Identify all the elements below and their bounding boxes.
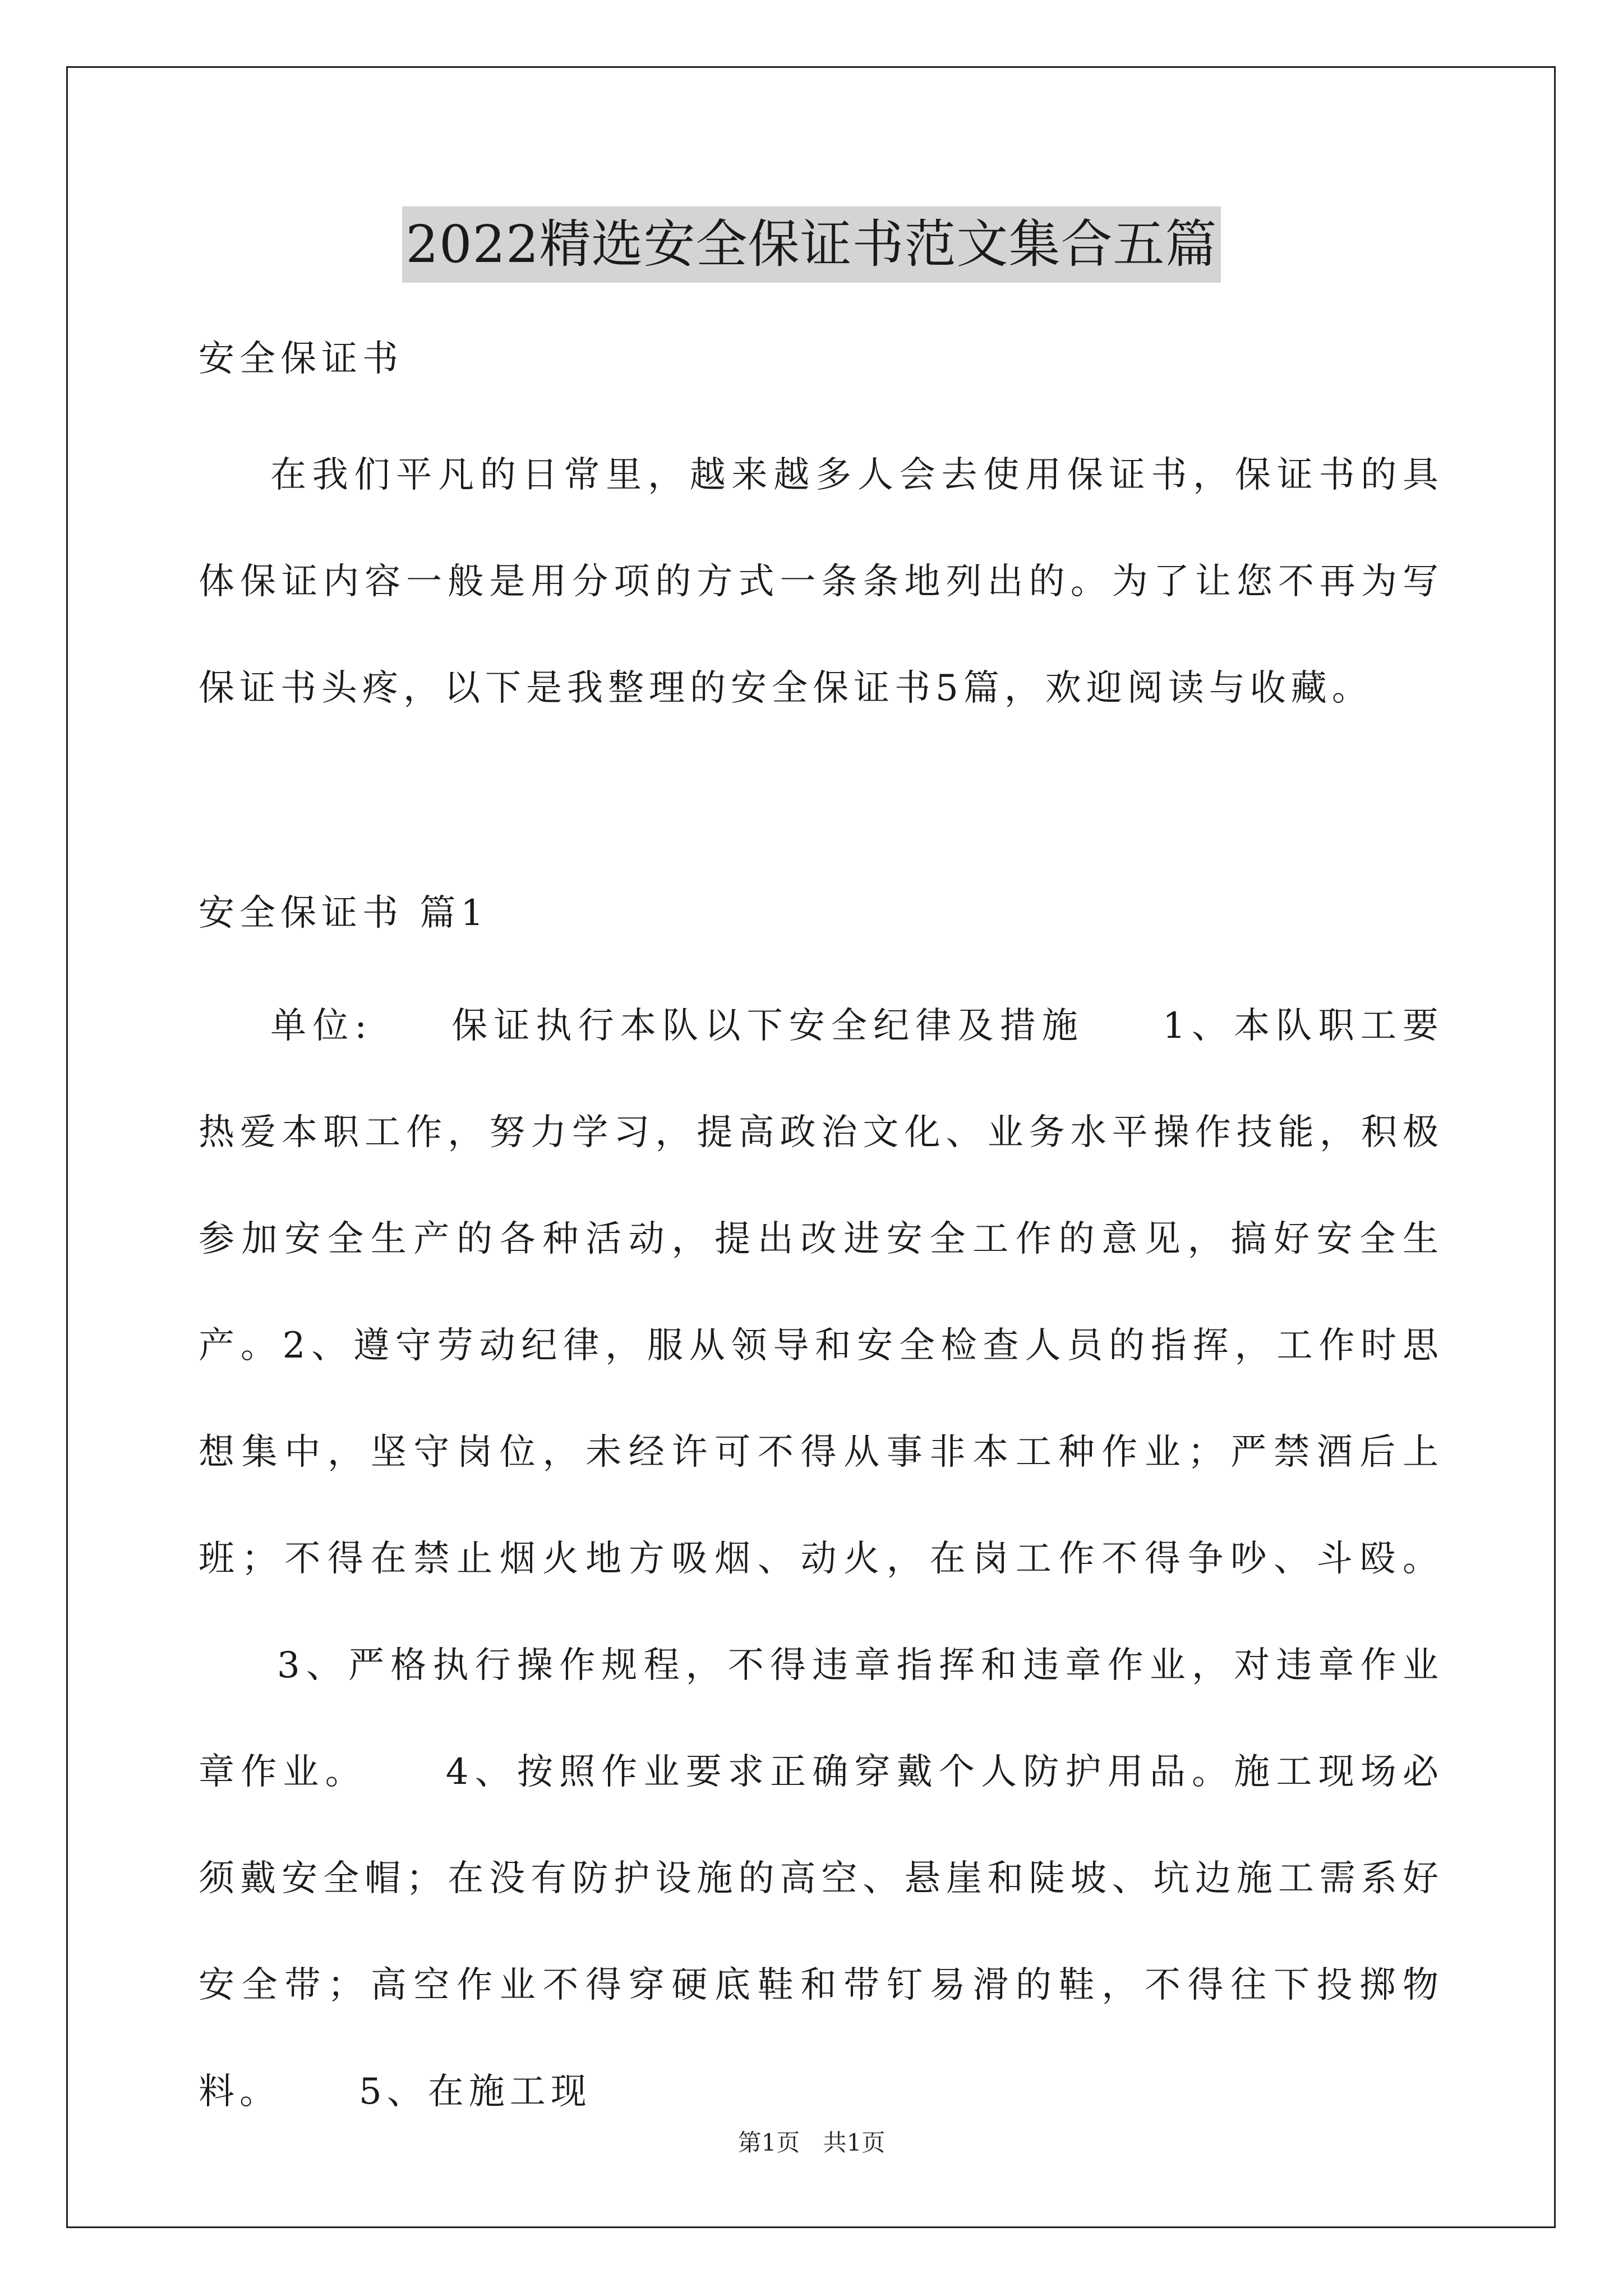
page-current: 第1页 [737,2129,800,2156]
page-total: 共1页 [823,2129,886,2156]
title-container [0,206,1623,283]
item-3: 3、严格执行操作规程，不得违章指挥和违章作业，对违章作业章作业。 [199,1645,1444,1793]
unit-label: 单位: [270,1005,372,1047]
item-4: 4、按照作业要求正确穿戴个人防护用品。施工现场必须戴安全帽；在没有防护设施的高空、悬崖和陡坡、坑边施工需系好安全带；高空作业不得穿硬底鞋和带钉易滑的鞋，不得往下投掷物料。 [199,1751,1444,2113]
intro-heading: 安全保证书 [199,338,403,380]
page-footer [0,2126,1623,2160]
item-5: 5、在施工现 [359,2071,592,2113]
document-title: 2022精选安全保证书范文集合五篇 [402,206,1220,283]
lead-text: 保证执行本队以下安全纪律及措施 [450,1005,1085,1047]
intro-paragraph: 在我们平凡的日常里，越来越多人会去使用保证书，保证书的具体保证内容一般是用分项的方式一条条地列出的。为了让您不再为写保证书头疼，以下是我整理的安全保证书5篇，欢迎阅读与收藏。 [199,454,1444,709]
item-1-2: 1、本队职工要热爱本职工作，努力学习，提高政治文化、业务水平操作技能，积极参加安全生产的各种活动，提出改进安全工作的意见，搞好安全生产。2、遵守劳动纪律，服从领导和安全检查人员的指挥，工作时思想集中，坚守岗位，未经许可不得从事非本工种作业；严禁酒后上班；不得在禁止烟火地方吸烟、动火，在岗工作不得争吵、斗殴。 [199,1005,1444,1580]
section-paragraph [199,973,1444,2145]
section-heading: 安全保证书 篇1 [199,892,489,934]
